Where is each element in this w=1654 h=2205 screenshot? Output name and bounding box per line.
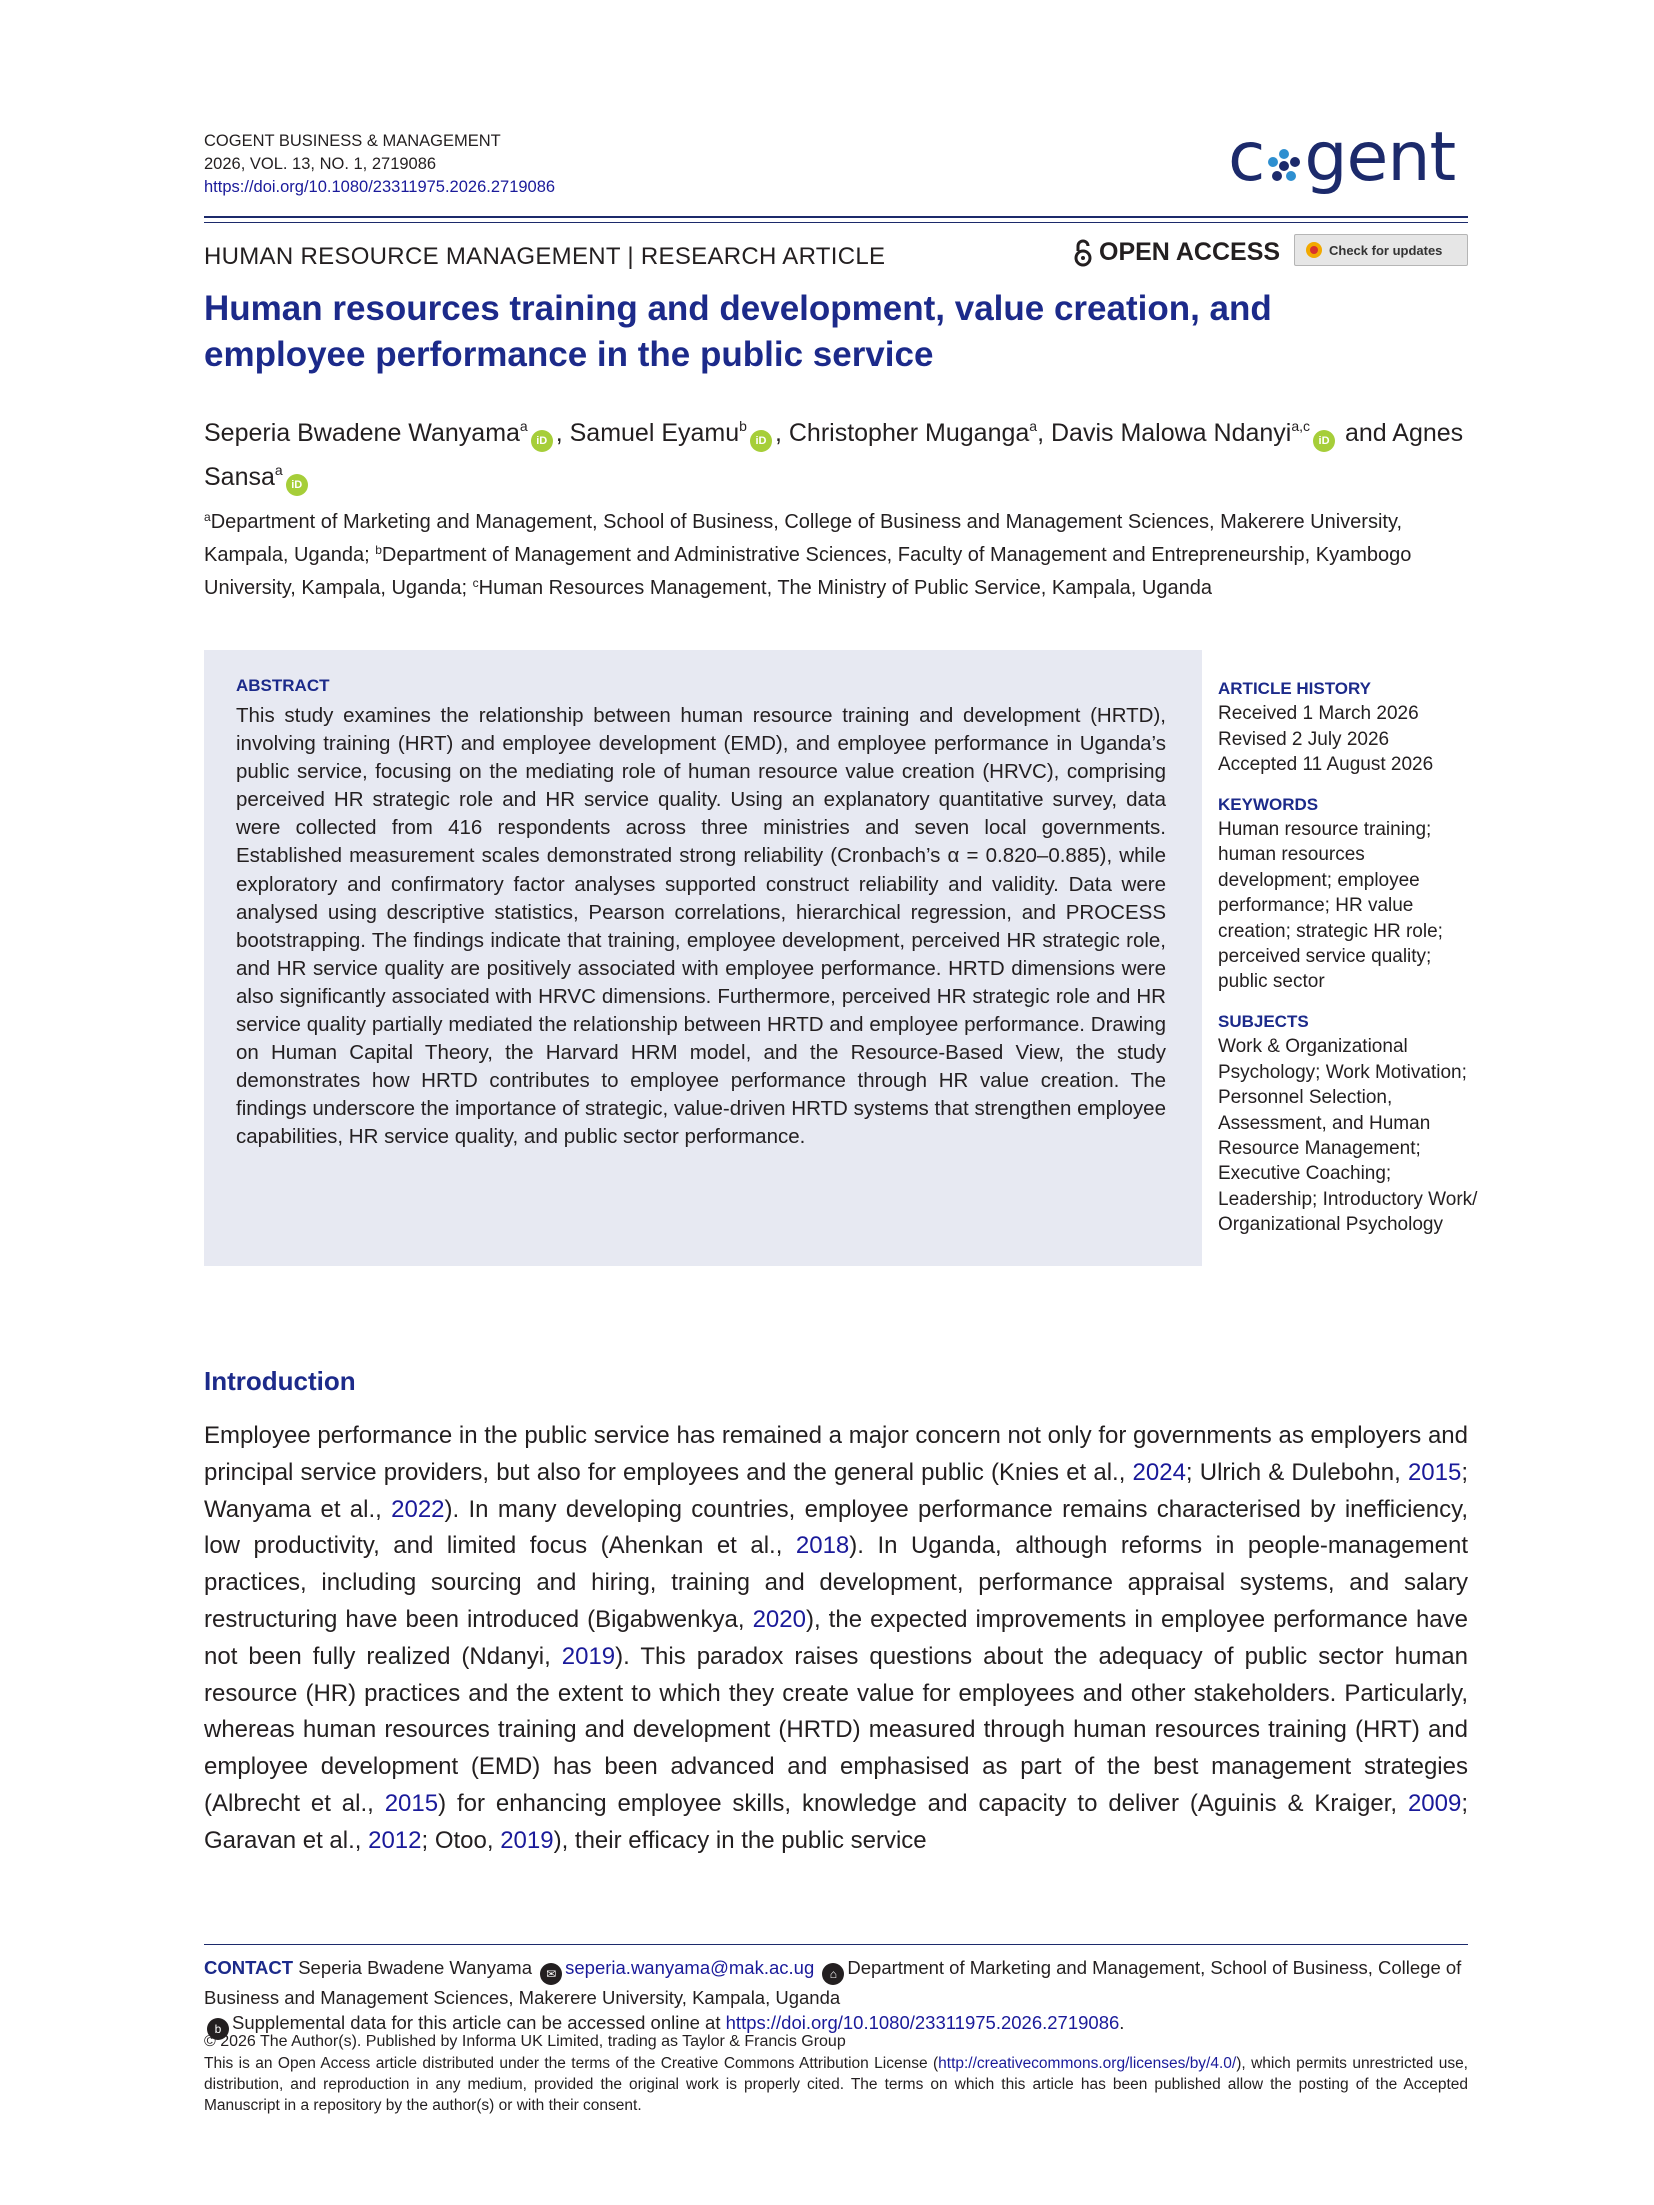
journal-volume: 2026, VOL. 13, NO. 1, 2719086 (204, 155, 437, 173)
citation-link[interactable]: 2019 (500, 1826, 554, 1854)
author-name: Davis Malowa Ndanyi (1050, 419, 1292, 447)
header-rule (204, 216, 1468, 218)
doi-link[interactable]: https://doi.org/10.1080/23311975.2026.2719086 (204, 178, 556, 196)
body-text-segment: ). In Uganda, although reforms in people-management practices, including sourcing and hiring, training and development, performance appraisal systems, and salary restructuring have been introduced (Bigabwenkya, (204, 1532, 1468, 1633)
citation-link[interactable]: 2022 (391, 1495, 445, 1523)
supplemental-icon: b (207, 2018, 229, 2040)
author-name: Seperia Bwadene Wanyama (204, 419, 520, 447)
body-text-segment: ), the expected improvements in employee performance have not been fully realized (Ndanyi, (204, 1605, 1468, 1670)
article-title: Human resources training and development, value creation, and employee performance in the public service (204, 289, 1272, 374)
citation-link[interactable]: 2012 (368, 1826, 422, 1854)
introduction-text (204, 1418, 1468, 1860)
contact-line (204, 1955, 1468, 2010)
orcid-icon[interactable]: iD (750, 430, 772, 452)
keywords-text: Human resource training; human resources development; employee performance; HR value creation; strategic HR role; perceived service quality; public sector (1218, 819, 1443, 993)
open-access-label: OPEN ACCESS (1099, 238, 1281, 266)
author-list: Seperia Bwadene Wanyama$^a$iD , Samuel Eyamu$^b$iD , Christopher Muganga$^a$, Davis Malowa Ndanyi$^{a,c}$iD and Agnes Sansa$^a$iD (204, 408, 1468, 496)
article-sidebar (1218, 676, 1478, 1238)
body-text-segment: ; Ulrich & Dulebohn, (1185, 1458, 1408, 1486)
citation-link[interactable]: 2019 (561, 1642, 616, 1670)
contact-email-link[interactable]: seperia.wanyama@mak.ac.ug (565, 1957, 815, 1978)
body-text-segment: ) for enhancing employee skills, knowledge and capacity to deliver (Aguinis & Kraiger, (438, 1789, 1408, 1817)
subjects-heading: SUBJECTS (1218, 1011, 1309, 1031)
contact-name: Seperia Bwadene Wanyama (298, 1957, 532, 1978)
header-rule-thin (204, 222, 1468, 223)
article-section: HUMAN RESOURCE MANAGEMENT | RESEARCH ARTICLE (204, 243, 886, 270)
revised-date: Revised 2 July 2026 (1218, 728, 1390, 750)
contact-block (204, 1955, 1468, 2040)
body-text-segment: ). In many developing countries, employee performance remains characterised by inefficiency, low productivity, and limited focus (Ahenkan et al., (204, 1495, 1468, 1560)
orcid-icon[interactable]: iD (1313, 430, 1335, 452)
body-text-segment: ; Wanyama et al., (204, 1458, 1468, 1523)
author-name: Agnes Sansa (204, 419, 1464, 491)
check-updates-icon (1305, 241, 1323, 259)
author-name: Christopher Muganga (788, 419, 1030, 447)
history-heading: ARTICLE HISTORY (1218, 679, 1372, 698)
email-icon: ✉ (540, 1963, 562, 1985)
license-link[interactable]: http://creativecommons.org/licenses/by/4.0/ (938, 2055, 1237, 2072)
accepted-date: Accepted 11 August 2026 (1218, 754, 1434, 776)
contact-label: CONTACT (204, 1957, 294, 1978)
citation-link[interactable]: 2018 (795, 1532, 850, 1560)
abstract-heading: ABSTRACT (236, 676, 330, 695)
check-updates-label: Check for updates (1329, 242, 1443, 258)
author-name: Samuel Eyamu (569, 419, 740, 447)
citation-link[interactable]: 2015 (1407, 1458, 1462, 1486)
subjects-text: Work & Organizational Psychology; Work Motivation; Personnel Selection, Assessment, and Human Resource Management; Executive Coaching; Leadership; Introductory Work/ Organizational Psychology (1218, 1036, 1478, 1236)
received-date: Received 1 March 2026 (1218, 703, 1419, 725)
keywords-heading: KEYWORDS (1218, 794, 1319, 814)
citation-link[interactable]: 2015 (384, 1789, 439, 1817)
cogent-logo: c gent (1228, 118, 1456, 197)
journal-info (204, 130, 555, 199)
copyright-line: © 2026 The Author(s). Published by Informa UK Limited, trading as Taylor & Francis Group (204, 2033, 846, 2050)
body-text-segment: ; Garavan et al., (204, 1789, 1468, 1854)
journal-name: COGENT BUSINESS & MANAGEMENT (204, 132, 501, 150)
orcid-icon[interactable]: iD (531, 430, 553, 452)
footer-rule (204, 1944, 1468, 1945)
citation-link[interactable]: 2020 (752, 1605, 806, 1633)
open-access-badge (1073, 238, 1280, 267)
introduction-heading: Introduction (204, 1366, 356, 1396)
body-text-segment: Employee performance in the public service has remained a major concern not only for governments as employers and principal service providers, but also for employees and the general public (Knies et al., (204, 1422, 1468, 1486)
cogent-logo-mark-icon (1264, 124, 1304, 174)
open-lock-icon (1073, 239, 1093, 267)
check-for-updates-button[interactable] (1294, 234, 1468, 266)
orcid-icon[interactable]: iD (286, 474, 308, 496)
abstract-text: This study examines the relationship between human resource training and development (HRTD), involving training (HRT) and employee development (EMD), and employee performance in Uganda’s public service, focusing on the mediating role of human resource value creation (HRVC), comprising perceived HR strategic role and HR service quality. Using an explanatory quantitative survey, data were collected from 416 respondents across three ministries and seven local governments. Established measurement scales demonstrated strong reliability (Cronbach’s α = 0.820–0.885), while exploratory and confirmatory factor analyses supported construct reliability and validity. Data were analysed using descriptive statistics, Pearson correlations, hierarchical regression, and PROCESS bootstrapping. The findings indicate that training, employee development, perceived HR strategic role, and HR service quality are positively associated with employee performance. HRTD dimensions were also significantly associated with HRVC dimensions. Furthermore, perceived HR strategic role and HR service quality partially mediated the relationship between HRTD and employee performance. Drawing on Human Capital Theory, the Harvard HRM model, and the Resource-Based View, the study demonstrates how HRTD contributes to employee performance through HR value creation. The findings underscore the importance of strategic, value-driven HRTD systems that strengthen employee capabilities, HR service quality, and public sector performance. (236, 704, 1166, 1149)
citation-link[interactable]: 2009 (1407, 1789, 1462, 1817)
affiliations: $^a$Department of Marketing and Management, School of Business, College of Business and Management Sciences, Makerere University, Kampala, Uganda; $^b$Department of Management and Administrative Sciences, Faculty of Management and Entrepreneurship, Kyambogo University, Kampala, Uganda; $^c$Human Resources Management, The Ministry of Public Service, Kampala, Uganda (204, 510, 1412, 599)
citation-link[interactable]: 2024 (1132, 1458, 1186, 1486)
supplemental-line: b Supplemental data for this article can be accessed online at https://doi.org/10.1080/23311975.2026.2719086. (204, 2010, 1468, 2040)
contact-address: Department of Marketing and Management, School of Business, College of Business and Management Sciences, Makerere University, Kampala, Uganda (204, 1957, 1462, 2008)
body-text-segment: ; Otoo, (421, 1826, 501, 1854)
body-text-segment: ). This paradox raises questions about the adequacy of public sector human resource (HR) practices and the extent to which they create value for employees and other stakeholders. Particularly, whereas human resources training and development (HRTD) measured through human resources training (HRT) and employee development (EMD) has been advanced and emphasised as part of the best management strategies (Albrecht et al., (204, 1642, 1468, 1817)
supplemental-link[interactable]: https://doi.org/10.1080/23311975.2026.2719086 (725, 2012, 1120, 2033)
license-text: This is an Open Access article distributed under the terms of the Creative Commons Attribution License (http://creativecommons.org/licenses/by/4.0/), which permits unrestricted use, distribution, and reproduction in any medium, provided the original work is properly cited. The terms on which this article has been published allow the posting of the Accepted Manuscript in a repository by the author(s) or with their consent. (204, 2055, 1468, 2114)
address-icon: ⌂ (822, 1963, 844, 1985)
body-text-segment: ), their efficacy in the public service (553, 1826, 927, 1854)
